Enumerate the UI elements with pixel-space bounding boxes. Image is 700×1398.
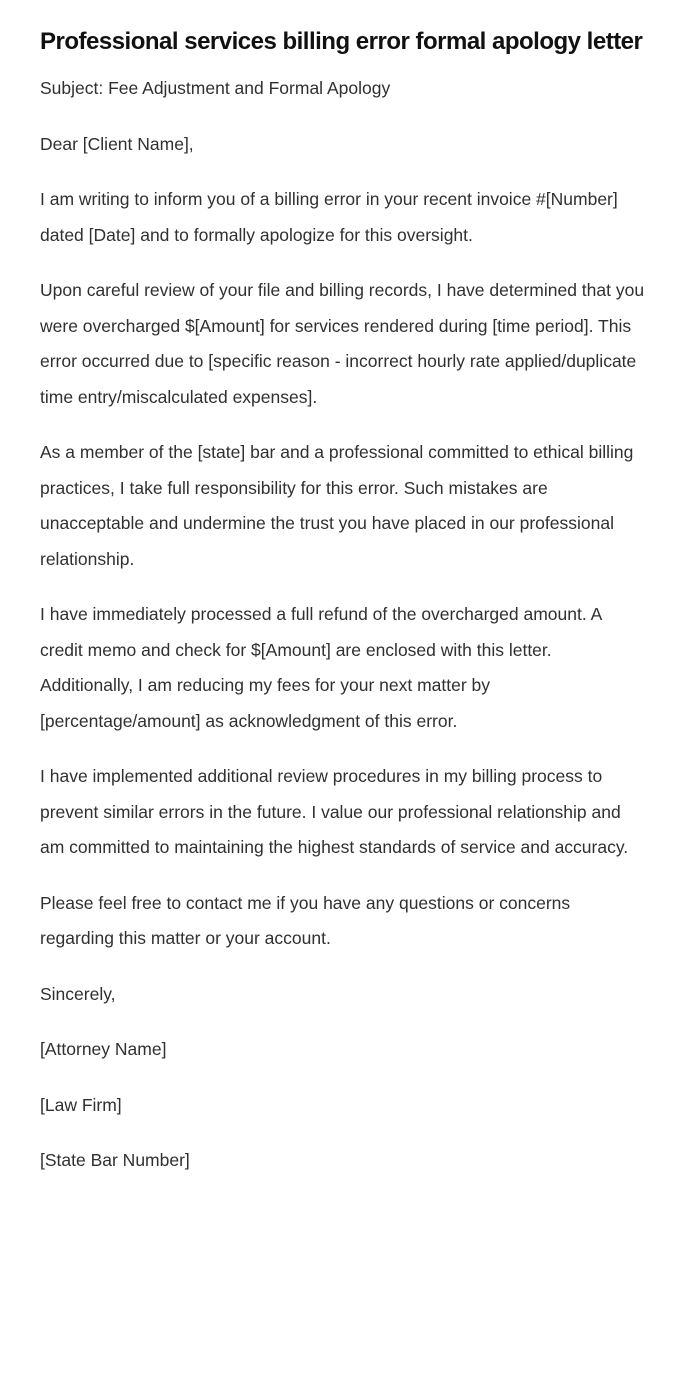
subject-line: Subject: Fee Adjustment and Formal Apology bbox=[40, 78, 391, 98]
letter-paragraph-5: I have implemented additional review procedures in my billing process to prevent similar errors in the future. I value our professional relationship and am committed to maintaining the highest standards of service and accuracy. bbox=[40, 766, 629, 857]
page-title: Professional services billing error formal apology letter bbox=[40, 28, 643, 55]
letter-paragraph-3: As a member of the [state] bar and a professional committed to ethical billing practices, I take full responsibility for this error. Such mistakes are unacceptable and undermine the trust you have placed in our professional relationship. bbox=[40, 442, 634, 569]
signature-line-law-firm: [Law Firm] bbox=[40, 1094, 122, 1115]
letter-paragraph-6: Please feel free to contact me if you have any questions or concerns regarding this matter or your account. bbox=[40, 892, 571, 948]
letter-paragraph-4: I have immediately processed a full refund of the overcharged amount. A credit memo and check for $[Amount] are enclosed with this letter. Additionally, I am reducing my fees for your next matter by [percentage/amount] as acknowledgment of this error. bbox=[40, 604, 602, 731]
letter-paragraph-2: Upon careful review of your file and billing records, I have determined that you were overcharged $[Amount] for services rendered during [time period]. This error occurred due to [specific reason - incorrect hourly rate applied/duplicate time entry/miscalculated expenses]. bbox=[40, 280, 645, 407]
signature-line-state-bar-number: [State Bar Number] bbox=[40, 1150, 190, 1170]
salutation: Dear [Client Name], bbox=[40, 133, 194, 154]
letter-paragraph-1: I am writing to inform you of a billing error in your recent invoice #[Number] dated [Date] and to formally apologize for this oversight. bbox=[40, 189, 618, 245]
closing: Sincerely, bbox=[40, 983, 116, 1004]
signature-line-attorney-name: [Attorney Name] bbox=[40, 1039, 167, 1059]
